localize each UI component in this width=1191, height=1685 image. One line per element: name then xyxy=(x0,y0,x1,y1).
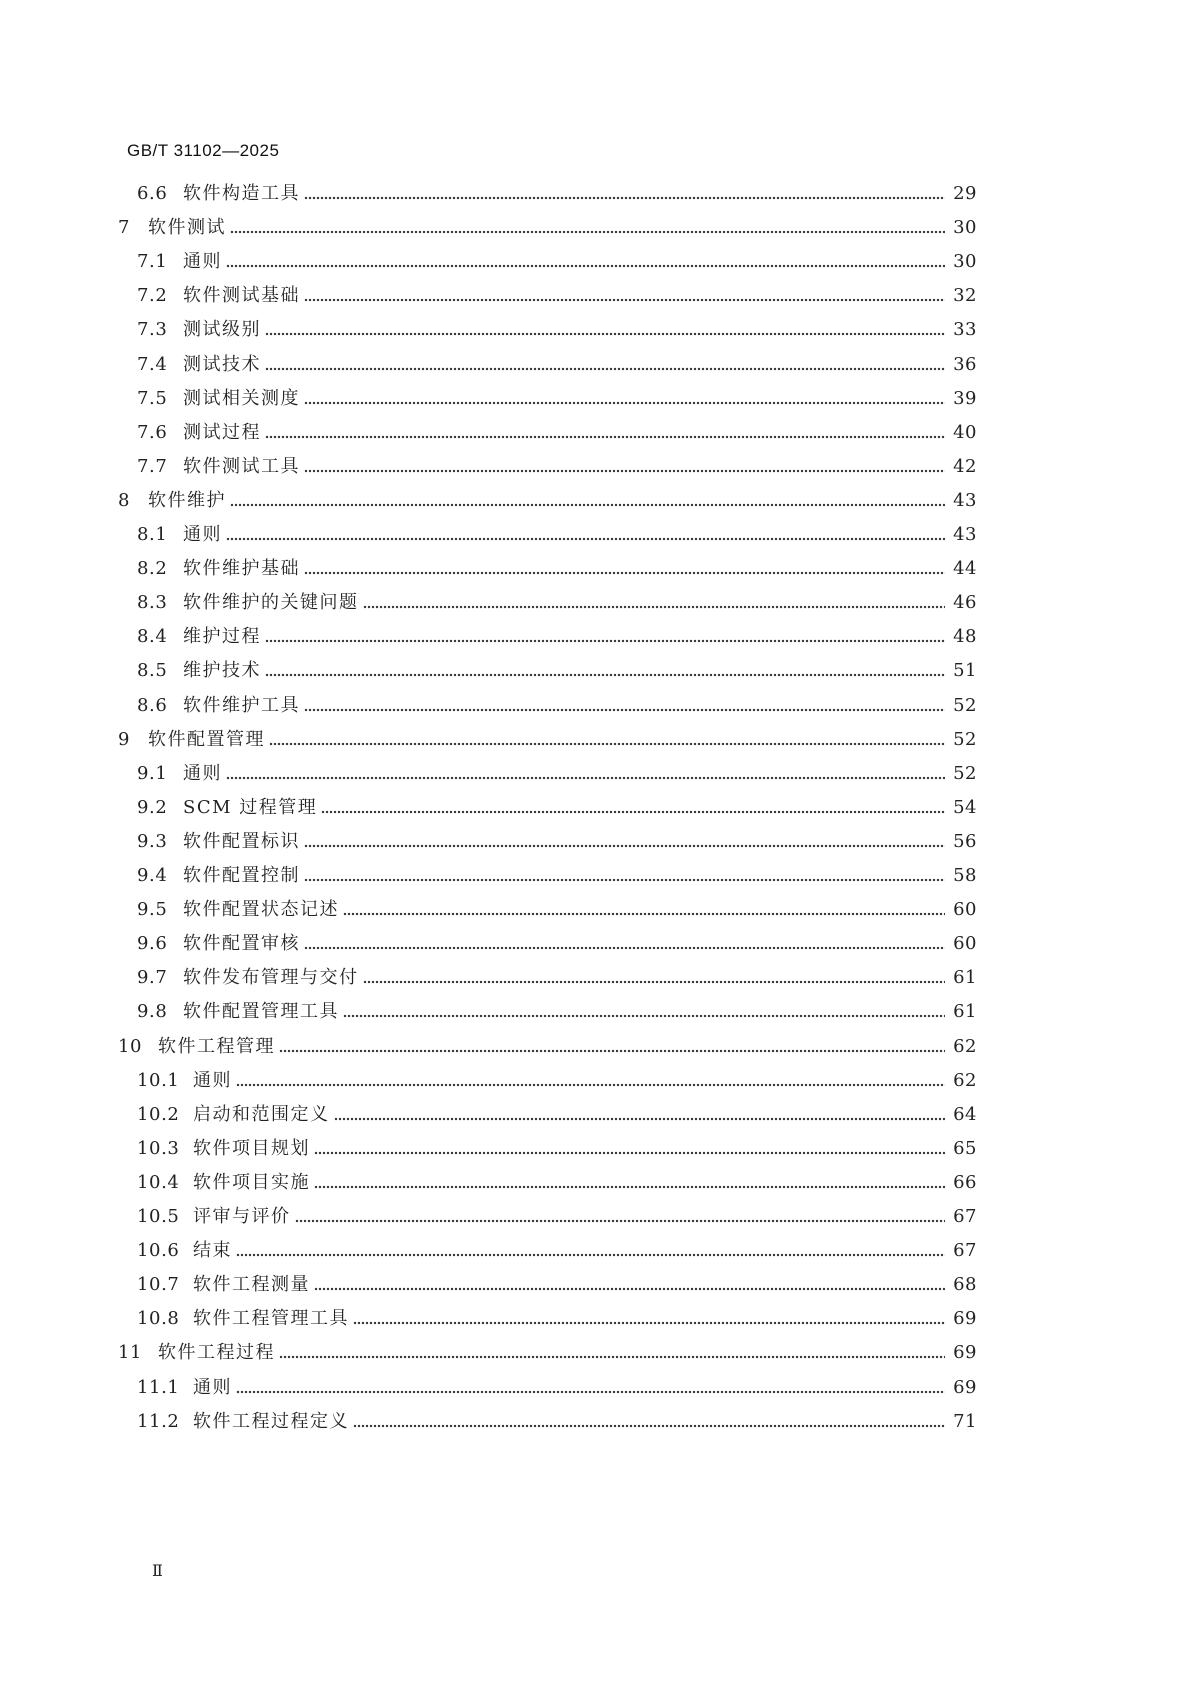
toc-entry-title: 软件工程过程定义 xyxy=(193,1411,349,1432)
toc-entry[interactable] xyxy=(137,693,977,719)
toc-entry[interactable] xyxy=(137,1238,977,1264)
toc-entry-title: 软件测试 xyxy=(148,217,226,238)
toc-entry-number: 7.3 xyxy=(137,319,168,340)
toc-dot-leader xyxy=(304,944,945,952)
toc-entry-title: 软件发布管理与交付 xyxy=(183,967,359,988)
toc-entry-number: 7.5 xyxy=(137,388,168,409)
toc-dot-leader xyxy=(226,774,945,782)
toc-entry-number: 10.4 xyxy=(137,1172,180,1193)
toc-entry[interactable] xyxy=(137,1102,977,1128)
toc-entry-page: 61 xyxy=(953,1001,977,1022)
toc-dot-leader xyxy=(343,910,945,918)
toc-dot-leader xyxy=(279,1353,945,1361)
toc-entry-number: 10.7 xyxy=(137,1274,180,1295)
toc-entry[interactable] xyxy=(137,556,977,582)
toc-dot-leader xyxy=(265,365,945,373)
toc-entry[interactable] xyxy=(137,317,977,343)
toc-entry-page: 52 xyxy=(953,695,977,716)
toc-entry-number: 8.5 xyxy=(137,660,168,681)
toc-entry[interactable] xyxy=(137,181,977,207)
toc-entry-title: 启动和范围定义 xyxy=(193,1104,330,1125)
toc-entry-page: 39 xyxy=(953,388,977,409)
toc-entry-page: 66 xyxy=(953,1172,977,1193)
toc-entry[interactable] xyxy=(137,624,977,650)
toc-entry-title: 测试级别 xyxy=(183,319,261,340)
toc-entry[interactable] xyxy=(137,999,977,1025)
toc-entry-number: 9.3 xyxy=(137,831,168,852)
toc-entry-page: 51 xyxy=(953,660,977,681)
toc-dot-leader xyxy=(265,671,945,679)
toc-entry-page: 29 xyxy=(953,183,977,204)
toc-entry[interactable] xyxy=(137,761,977,787)
toc-entry-title: 通则 xyxy=(183,251,222,272)
toc-dot-leader xyxy=(304,399,945,407)
toc-entry-number: 9.7 xyxy=(137,967,168,988)
toc-entry-title: 软件配置控制 xyxy=(183,865,300,886)
toc-entry-page: 69 xyxy=(953,1308,977,1329)
toc-entry-page: 71 xyxy=(953,1411,977,1432)
toc-entry-page: 43 xyxy=(953,524,977,545)
toc-dot-leader xyxy=(279,1047,945,1055)
toc-entry-number: 7.2 xyxy=(137,285,168,306)
toc-entry-title: 评审与评价 xyxy=(193,1206,291,1227)
toc-entry-number: 8.6 xyxy=(137,695,168,716)
toc-dot-leader xyxy=(304,296,945,304)
toc-entry-number: 9.1 xyxy=(137,763,168,784)
toc-entry-number: 7.7 xyxy=(137,456,168,477)
toc-entry-page: 69 xyxy=(953,1377,977,1398)
toc-entry-title: 软件维护的关键问题 xyxy=(183,592,359,613)
toc-entry-title: 软件工程过程 xyxy=(158,1342,275,1363)
toc-entry-title: 软件项目规划 xyxy=(193,1138,310,1159)
toc-dot-leader xyxy=(363,603,946,611)
toc-dot-leader xyxy=(334,1115,946,1123)
toc-entry-number: 9 xyxy=(118,729,131,750)
toc-entry-number: 7.4 xyxy=(137,354,168,375)
toc-entry-number: 8.4 xyxy=(137,626,168,647)
toc-entry[interactable] xyxy=(137,1170,977,1196)
toc-entry[interactable] xyxy=(137,897,977,923)
toc-dot-leader xyxy=(230,228,945,236)
toc-entry-page: 43 xyxy=(953,490,977,511)
toc-entry-page: 52 xyxy=(953,729,977,750)
toc-entry-number: 10.5 xyxy=(137,1206,180,1227)
toc-entry-number: 7.1 xyxy=(137,251,168,272)
toc-entry[interactable] xyxy=(118,1340,977,1366)
toc-entry-page: 42 xyxy=(953,456,977,477)
toc-entry[interactable] xyxy=(137,1375,977,1401)
toc-entry[interactable] xyxy=(137,1204,977,1230)
toc-entry[interactable] xyxy=(118,727,977,753)
toc-entry-title: 软件配置管理工具 xyxy=(183,1001,339,1022)
toc-entry-number: 7.6 xyxy=(137,422,168,443)
toc-entry[interactable] xyxy=(137,658,977,684)
toc-entry-page: 54 xyxy=(953,797,977,818)
toc-dot-leader xyxy=(353,1422,945,1430)
toc-entry[interactable] xyxy=(137,1272,977,1298)
toc-entry[interactable] xyxy=(137,352,977,378)
toc-entry-number: 11.1 xyxy=(137,1377,180,1398)
toc-entry-number: 11 xyxy=(118,1342,143,1363)
toc-entry[interactable] xyxy=(137,590,977,616)
toc-entry-number: 8.2 xyxy=(137,558,168,579)
toc-entry-title: 软件维护基础 xyxy=(183,558,300,579)
toc-entry-page: 40 xyxy=(953,422,977,443)
toc-entry-title: 软件工程管理 xyxy=(158,1036,275,1057)
toc-dot-leader xyxy=(321,808,945,816)
toc-entry-title: 通则 xyxy=(193,1070,232,1091)
toc-entry[interactable] xyxy=(137,1409,977,1435)
toc-entry-title: 软件配置状态记述 xyxy=(183,899,339,920)
toc-entry-number: 9.8 xyxy=(137,1001,168,1022)
toc-entry-title: 软件配置审核 xyxy=(183,933,300,954)
toc-entry-title: 软件配置管理 xyxy=(148,729,265,750)
toc-entry-title: 通则 xyxy=(183,524,222,545)
toc-entry[interactable] xyxy=(118,215,977,241)
toc-dot-leader xyxy=(295,1217,946,1225)
toc-entry-page: 36 xyxy=(953,354,977,375)
toc-entry-title: 软件维护工具 xyxy=(183,695,300,716)
toc-entry-number: 9.6 xyxy=(137,933,168,954)
toc-dot-leader xyxy=(304,194,945,202)
toc-entry-title: 测试过程 xyxy=(183,422,261,443)
toc-dot-leader xyxy=(353,1319,945,1327)
toc-entry-page: 48 xyxy=(953,626,977,647)
toc-dot-leader xyxy=(236,1081,945,1089)
toc-entry-page: 52 xyxy=(953,763,977,784)
toc-dot-leader xyxy=(226,262,945,270)
toc-entry[interactable] xyxy=(137,931,977,957)
toc-entry-number: 10.3 xyxy=(137,1138,180,1159)
toc-entry-number: 8.3 xyxy=(137,592,168,613)
toc-entry-page: 61 xyxy=(953,967,977,988)
toc-entry-title: 软件构造工具 xyxy=(183,183,300,204)
toc-entry-title: 软件维护 xyxy=(148,490,226,511)
toc-entry-number: 9.2 xyxy=(137,797,168,818)
toc-dot-leader xyxy=(269,740,945,748)
toc-dot-leader xyxy=(314,1149,945,1157)
toc-entry[interactable] xyxy=(118,488,977,514)
toc-entry[interactable] xyxy=(137,863,977,889)
toc-dot-leader xyxy=(343,1012,945,1020)
toc-entry-title: SCM 过程管理 xyxy=(183,797,318,818)
toc-entry-page: 60 xyxy=(953,899,977,920)
toc-entry-title: 维护过程 xyxy=(183,626,261,647)
toc-entry[interactable] xyxy=(137,420,977,446)
toc-dot-leader xyxy=(304,467,945,475)
toc-entry-title: 通则 xyxy=(193,1377,232,1398)
toc-entry-page: 64 xyxy=(953,1104,977,1125)
toc-entry-number: 9.5 xyxy=(137,899,168,920)
toc-entry[interactable] xyxy=(137,1136,977,1162)
toc-dot-leader xyxy=(304,876,945,884)
toc-entry-number: 10.6 xyxy=(137,1240,180,1261)
toc-entry-title: 软件配置标识 xyxy=(183,831,300,852)
toc-entry-title: 维护技术 xyxy=(183,660,261,681)
document-code: GB/T 31102—2025 xyxy=(127,141,280,160)
page-number: Ⅱ xyxy=(152,1561,163,1580)
toc-dot-leader xyxy=(304,842,945,850)
toc-entry-title: 结束 xyxy=(193,1240,232,1261)
toc-entry-page: 46 xyxy=(953,592,977,613)
toc-entry-page: 33 xyxy=(953,319,977,340)
toc-entry[interactable] xyxy=(137,454,977,480)
toc-entry-title: 软件工程管理工具 xyxy=(193,1308,349,1329)
toc-entry-number: 6.6 xyxy=(137,183,168,204)
toc-entry-title: 测试技术 xyxy=(183,354,261,375)
toc-entry-page: 32 xyxy=(953,285,977,306)
toc-dot-leader xyxy=(265,637,945,645)
toc-entry-number: 9.4 xyxy=(137,865,168,886)
toc-entry[interactable] xyxy=(137,965,977,991)
toc-entry-page: 62 xyxy=(953,1036,977,1057)
toc-entry-number: 7 xyxy=(118,217,131,238)
toc-entry-page: 67 xyxy=(953,1206,977,1227)
toc-entry-number: 8.1 xyxy=(137,524,168,545)
toc-dot-leader xyxy=(304,706,945,714)
toc-entry-title: 通则 xyxy=(183,763,222,784)
toc-entry-page: 69 xyxy=(953,1342,977,1363)
toc-dot-leader xyxy=(265,433,945,441)
toc-entry-page: 65 xyxy=(953,1138,977,1159)
toc-entry[interactable] xyxy=(137,1306,977,1332)
toc-entry-page: 30 xyxy=(953,251,977,272)
toc-entry-number: 10.2 xyxy=(137,1104,180,1125)
toc-entry[interactable] xyxy=(137,386,977,412)
toc-entry[interactable] xyxy=(137,522,977,548)
toc-entry[interactable] xyxy=(137,283,977,309)
toc-entry-page: 62 xyxy=(953,1070,977,1091)
toc-entry-number: 10.8 xyxy=(137,1308,180,1329)
toc-dot-leader xyxy=(314,1183,945,1191)
toc-entry[interactable] xyxy=(137,795,977,821)
toc-entry-page: 56 xyxy=(953,831,977,852)
toc-dot-leader xyxy=(236,1388,945,1396)
toc-entry-page: 44 xyxy=(953,558,977,579)
toc-entry-number: 11.2 xyxy=(137,1411,180,1432)
toc-entry[interactable] xyxy=(137,249,977,275)
toc-entry-page: 30 xyxy=(953,217,977,238)
toc-entry-number: 8 xyxy=(118,490,131,511)
toc-dot-leader xyxy=(226,535,945,543)
toc-entry[interactable] xyxy=(118,1034,977,1060)
toc-dot-leader xyxy=(304,569,945,577)
toc-entry[interactable] xyxy=(137,829,977,855)
toc-entry-title: 软件测试基础 xyxy=(183,285,300,306)
toc-entry-number: 10.1 xyxy=(137,1070,180,1091)
toc-entry[interactable] xyxy=(137,1068,977,1094)
toc-entry-page: 60 xyxy=(953,933,977,954)
toc-dot-leader xyxy=(363,978,946,986)
toc-dot-leader xyxy=(314,1285,945,1293)
toc-entry-page: 58 xyxy=(953,865,977,886)
toc-entry-page: 67 xyxy=(953,1240,977,1261)
toc-entry-title: 软件工程测量 xyxy=(193,1274,310,1295)
toc-entry-title: 软件项目实施 xyxy=(193,1172,310,1193)
toc-dot-leader xyxy=(265,330,945,338)
toc-entry-page: 68 xyxy=(953,1274,977,1295)
toc-entry-title: 测试相关测度 xyxy=(183,388,300,409)
toc-dot-leader xyxy=(236,1251,945,1259)
toc-entry-number: 10 xyxy=(118,1036,143,1057)
toc-dot-leader xyxy=(230,501,945,509)
toc-entry-title: 软件测试工具 xyxy=(183,456,300,477)
